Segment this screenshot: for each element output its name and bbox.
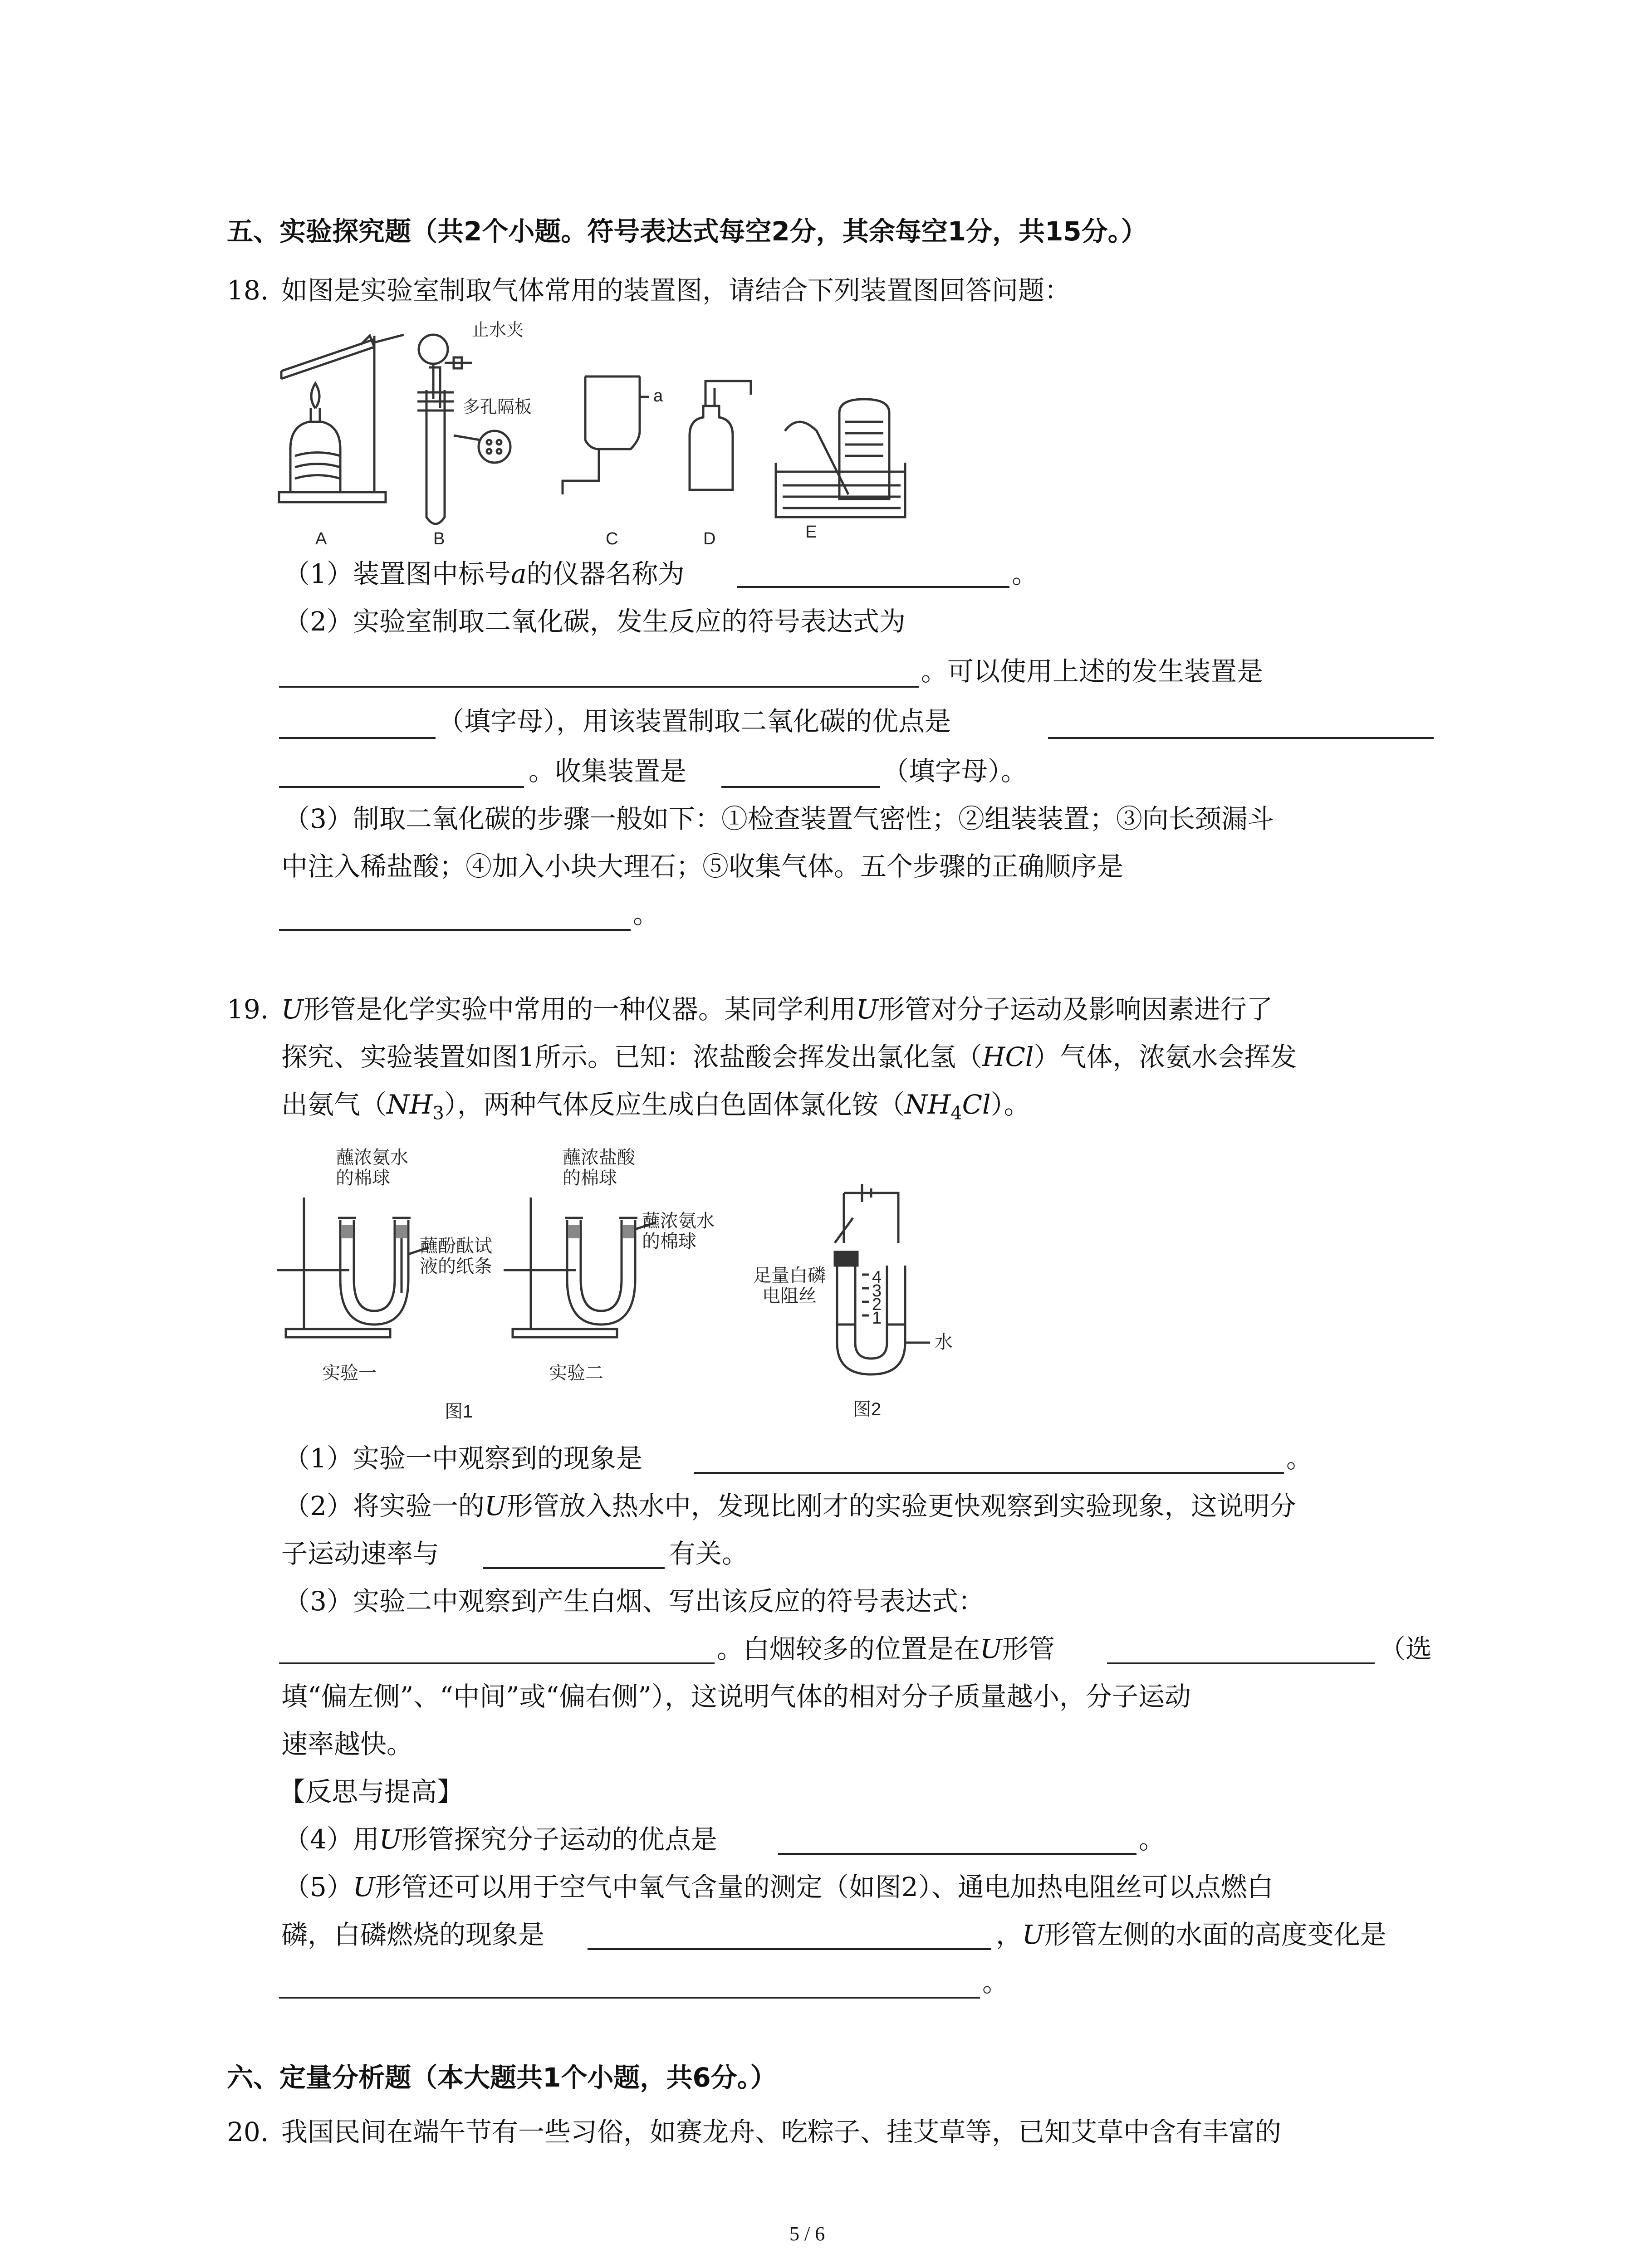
q19-fig2-water-label: 水 [935,1332,953,1352]
q19-fig1-caption: 图1 [445,1402,473,1422]
q18-part2-advantage-blank[interactable] [1048,737,1434,739]
q19-part2-line2a: 子运动速率与 [281,1538,440,1569]
q18-part2-line4b: （填字母）。 [882,756,1028,787]
section6-title: 六、定量分析题（本大题共1个小题，共6分。） [227,2062,777,2093]
q19-exp1-name: 实验一 [322,1363,377,1383]
q19-fig2-mark-3: 3 [872,1281,882,1300]
q18-label-E: E [805,523,817,542]
q19-exp1-side-label-2: 液的纸条 [420,1256,492,1276]
q18-part2-line1: （2）实验室制取二氧化碳，发生反应的符号表达式为 [284,606,906,637]
q18-part2-line3: （填字母），用该装置制取二氧化碳的优点是 [438,706,951,737]
q19-part5-phenomenon-blank[interactable] [588,1948,991,1950]
q18-part1-answer-blank[interactable] [737,586,1009,588]
q19-part1-end: 。 [1286,1443,1313,1474]
q19-stem-line3: 出氨气$(NH_3)$，两种气体反应生成白色固体氯化铵$(NH_4Cl)$。 [281,1089,1030,1124]
q19-part3-line2c: （选 [1379,1633,1432,1664]
q18-part2-line4a: 。收集装置是 [529,756,687,787]
q19-part2-line2b: 有关。 [669,1538,749,1569]
q18-stem: 如图是实验室制取气体常用的装置图，请结合下列装置图回答问题： [281,275,1071,306]
q20-line1: 我国民间在端午节有一些习俗，如赛龙舟、吃粽子、挂艾草等，已知艾草中含有丰富的 [281,2116,1282,2147]
q19-reflection-heading: 【反思与提高】 [279,1776,464,1807]
q18-part2-device-blank[interactable] [279,737,436,739]
q19-exp2-name: 实验二 [549,1363,603,1383]
q18-label-D: D [703,529,716,548]
q19-exp2-top-label-1: 蘸浓盐酸 [563,1148,635,1168]
q19-fig2-wire-label: 电阻丝 [762,1286,817,1306]
q19-fig2-phosphorus-label: 足量白磷 [753,1266,826,1286]
q19-part3-line3: 填“偏左侧”、“中间”或“偏右侧”），这说明气体的相对分子质量越小，分子运动 [281,1681,1191,1712]
q19-part1-text: （1）实验一中观察到的现象是 [284,1443,642,1474]
q19-exp1-side-label-1: 蘸酚酞试 [420,1236,492,1256]
q18-part1-pre: （1）装置图中标号a的仪器名称为 [284,558,685,589]
q19-exp2-side-label-1: 蘸浓氨水 [642,1211,715,1231]
q18-part3-line1: （3）制取二氧化碳的步骤一般如下：①检查装置气密性；②组装装置；③向长颈漏斗 [284,803,1274,834]
q19-part1-answer-blank[interactable] [694,1472,1284,1474]
q18-label-a: a [653,386,663,406]
q19-part2-line1: （2）将实验一的U形管放入热水中，发现比刚才的实验更快观察到实验现象，这说明分 [284,1491,1296,1521]
q19-exp1-top-label-1: 蘸浓氨水 [336,1148,408,1168]
q19-part4-text: （4）用U形管探究分子运动的优点是 [284,1824,717,1855]
q20-number: 20. [227,2116,269,2147]
q19-u-tube-figure [272,1139,998,1447]
q19-part3-position-blank[interactable] [1107,1662,1375,1664]
q19-part4-end: 。 [1139,1824,1166,1855]
page-number: 5 / 6 [789,2223,825,2245]
q18-label-B: B [433,529,445,548]
q18-part3-order-blank[interactable] [279,929,631,931]
q19-exp2-side-label-2: 的棉球 [642,1232,696,1251]
q18-part2-line2: 。可以使用上述的发生装置是 [921,656,1264,687]
q19-part5-end: 。 [982,1967,1009,1998]
q18-number: 18. [227,275,269,306]
q19-exp1-top-label-2: 的棉球 [336,1168,390,1188]
q19-part2-answer-blank[interactable] [483,1567,665,1569]
q19-stem-line2: 探究、实验装置如图1所示。已知：浓盐酸会挥发出氯化氢（HCl）气体，浓氨水会挥发 [281,1041,1297,1072]
q18-apparatus-figure [272,318,953,562]
q19-part5-line2b: ，U形管左侧的水面的高度变化是 [996,1919,1386,1950]
section5-title: 五、实验探究题（共2个小题。符号表达式每空2分，其余每空1分，共15分。） [227,216,1147,247]
q19-fig2-mark-2: 2 [872,1295,882,1314]
q19-fig2-mark-4: 4 [872,1268,882,1287]
q19-exp2-top-label-2: 的棉球 [563,1168,617,1188]
q19-part4-answer-blank[interactable] [778,1853,1136,1855]
q19-fig2-mark-1: 1 [872,1309,882,1328]
q19-stem-line1: U形管是化学实验中常用的一种仪器。某同学利用U形管对分子运动及影响因素进行了 [281,994,1273,1025]
q18-part3-end: 。 [633,899,660,929]
q19-part3-line4: 速率越快。 [281,1729,413,1760]
q18-label-clamp: 止水夹 [472,321,524,340]
q18-part1-end: 。 [1012,558,1038,589]
q18-label-A: A [315,529,327,548]
q18-part3-line2: 中注入稀盐酸；④加入小块大理石；⑤收集气体。五个步骤的正确顺序是 [281,851,1124,882]
q19-part5-height-blank[interactable] [279,1997,980,1999]
q19-part3-equation-blank[interactable] [279,1662,715,1664]
q18-part2-advantage-blank-2[interactable] [279,786,524,788]
q19-fig2-caption: 图2 [853,1399,882,1419]
q19-part3-line1: （3）实验二中观察到产生白烟、写出该反应的符号表达式： [284,1586,985,1617]
q19-part5-line2a: 磷，白磷燃烧的现象是 [281,1919,545,1950]
q18-label-plate: 多孔隔板 [463,398,532,417]
q18-label-C: C [606,529,618,548]
q19-part5-line1: （5）U形管还可以用于空气中氧气含量的测定（如图2）、通电加热电阻丝可以点燃白 [284,1872,1274,1902]
q19-part3-line2: 。白烟较多的位置是在U形管 [717,1633,1055,1664]
q18-part2-collect-blank[interactable] [721,786,880,788]
q18-part2-equation-blank[interactable] [279,686,919,688]
q19-number: 19. [227,994,269,1025]
